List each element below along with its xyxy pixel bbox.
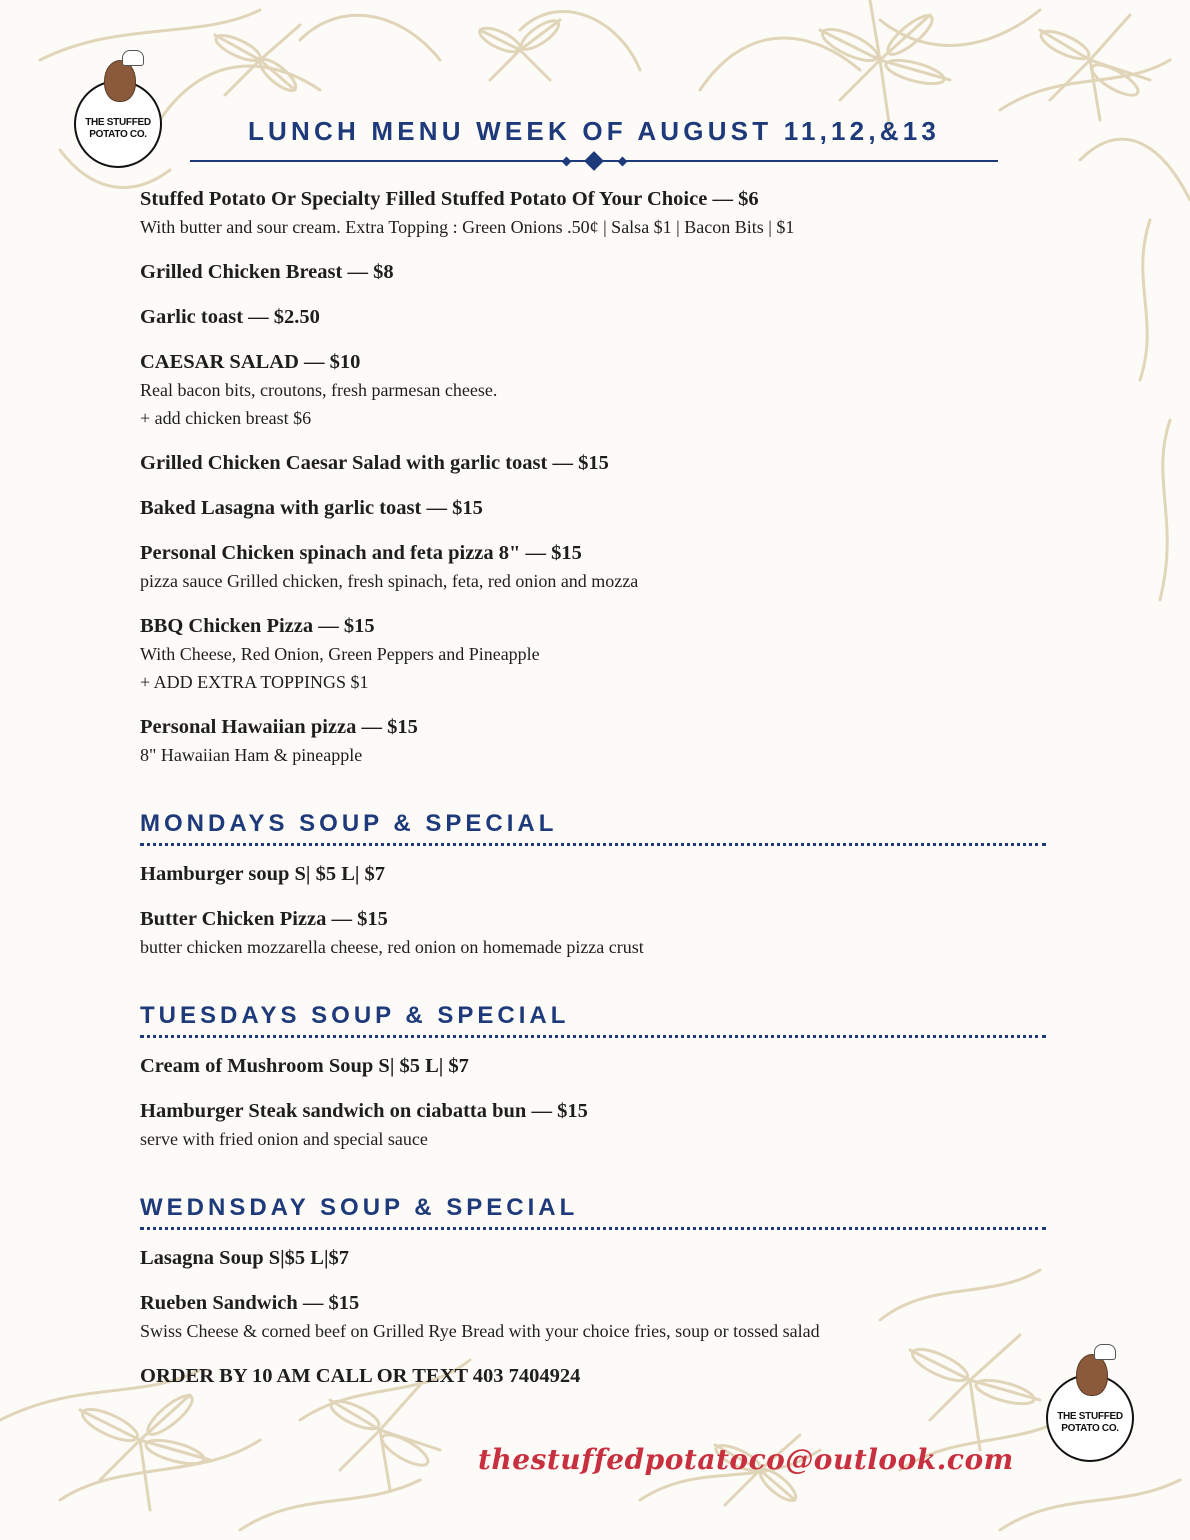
diamond-ornament-icon	[618, 157, 628, 167]
menu-item-title: Hamburger soup S| $5 L| $7	[140, 863, 386, 885]
menu-item-title: Cream of Mushroom Soup S| $5 L| $7	[140, 1055, 469, 1077]
menu-item-title: Stuffed Potato Or Specialty Filled Stuffed Potato Of Your Choice — $6	[140, 188, 759, 210]
menu-item-description: butter chicken mozzarella cheese, red onion on homemade pizza crust	[140, 937, 644, 957]
logo-line-1: THE STUFFED	[1057, 1411, 1123, 1422]
menu-item-title: Grilled Chicken Caesar Salad with garlic toast — $15	[140, 452, 609, 474]
diamond-ornament-icon	[562, 157, 572, 167]
logo-line-2: POTATO CO.	[1061, 1423, 1119, 1434]
menu-title: LUNCH MENU WEEK OF AUGUST 11,12,&13	[247, 116, 941, 146]
brand-logo-top	[74, 80, 162, 168]
menu-item	[140, 258, 1050, 286]
menu-item-description: With Cheese, Red Onion, Green Peppers and Pineapple	[140, 644, 540, 664]
menu-item	[140, 494, 1050, 522]
menu-item	[140, 860, 1050, 888]
menu-item	[140, 713, 1050, 769]
chef-hat-icon	[122, 50, 144, 66]
chef-hat-icon	[1094, 1344, 1116, 1360]
menu-item-description: 8" Hawaiian Ham & pineapple	[140, 745, 363, 765]
logo-line-2: POTATO CO.	[89, 129, 147, 140]
section-header	[140, 809, 1050, 846]
menu-item	[140, 1097, 1050, 1153]
contact-email[interactable]: thestuffedpotatoco@outlook.com	[478, 1443, 1014, 1476]
menu-item-title: Personal Hawaiian pizza — $15	[140, 716, 418, 738]
menu-item-description: pizza sauce Grilled chicken, fresh spinach, feta, red onion and mozza	[140, 571, 639, 591]
menu-item	[140, 1244, 1050, 1272]
menu-item-title: Baked Lasagna with garlic toast — $15	[140, 497, 483, 519]
section-title: TUESDAYS SOUP & SPECIAL	[140, 1002, 570, 1029]
menu-item-description: + add chicken breast $6	[140, 408, 312, 428]
menu-item-title: Garlic toast — $2.50	[140, 306, 320, 328]
menu-item-description: serve with fried onion and special sauce	[140, 1129, 428, 1149]
section-title: MONDAYS SOUP & SPECIAL	[140, 810, 558, 837]
menu-item	[140, 303, 1050, 331]
daily-specials	[140, 809, 1050, 1345]
menu-item	[140, 185, 1050, 241]
section-header	[140, 1193, 1050, 1230]
menu-item	[140, 1289, 1050, 1345]
menu-item-description: Swiss Cheese & corned beef on Grilled Rye Bread with your choice fries, soup or tossed salad	[140, 1321, 820, 1341]
menu-item-title: Butter Chicken Pizza — $15	[140, 908, 388, 930]
menu-item	[140, 348, 1050, 432]
diamond-ornament-icon	[584, 151, 604, 171]
brand-logo-bottom	[1046, 1374, 1134, 1462]
menu-item-title: BBQ Chicken Pizza — $15	[140, 615, 375, 637]
menu-item	[140, 612, 1050, 696]
menu-item-description: + ADD EXTRA TOPPINGS $1	[140, 672, 369, 692]
dotted-divider	[140, 1035, 1046, 1038]
menu-item-title: Grilled Chicken Breast — $8	[140, 261, 394, 283]
dotted-divider	[140, 843, 1046, 846]
menu-item-title: Rueben Sandwich — $15	[140, 1292, 360, 1314]
menu-item-description: Real bacon bits, croutons, fresh parmesan cheese.	[140, 380, 498, 400]
menu-item-title: Hamburger Steak sandwich on ciabatta bun — $15	[140, 1100, 588, 1122]
menu-item	[140, 539, 1050, 595]
menu-item	[140, 1052, 1050, 1080]
menu-item	[140, 905, 1050, 961]
menu-item-title: Lasagna Soup S|$5 L|$7	[140, 1247, 349, 1269]
menu-item	[140, 449, 1050, 477]
menu-item-title: Personal Chicken spinach and feta pizza 8" — $15	[140, 542, 582, 564]
section-title: WEDNSDAY SOUP & SPECIAL	[140, 1194, 579, 1221]
section-header	[140, 1001, 1050, 1038]
menu-content	[140, 185, 1050, 1390]
order-note: ORDER BY 10 AM CALL OR TEXT 403 7404924	[140, 1365, 581, 1387]
potato-mascot-icon	[1076, 1354, 1108, 1396]
menu-item-description: With butter and sour cream. Extra Topping : Green Onions .50¢ | Salsa $1 | Bacon Bits | $1	[140, 217, 795, 237]
potato-mascot-icon	[104, 60, 136, 102]
menu-item-title: CAESAR SALAD — $10	[140, 351, 361, 373]
menu-items	[140, 185, 1050, 769]
dotted-divider	[140, 1227, 1046, 1230]
logo-line-1: THE STUFFED	[85, 117, 151, 128]
